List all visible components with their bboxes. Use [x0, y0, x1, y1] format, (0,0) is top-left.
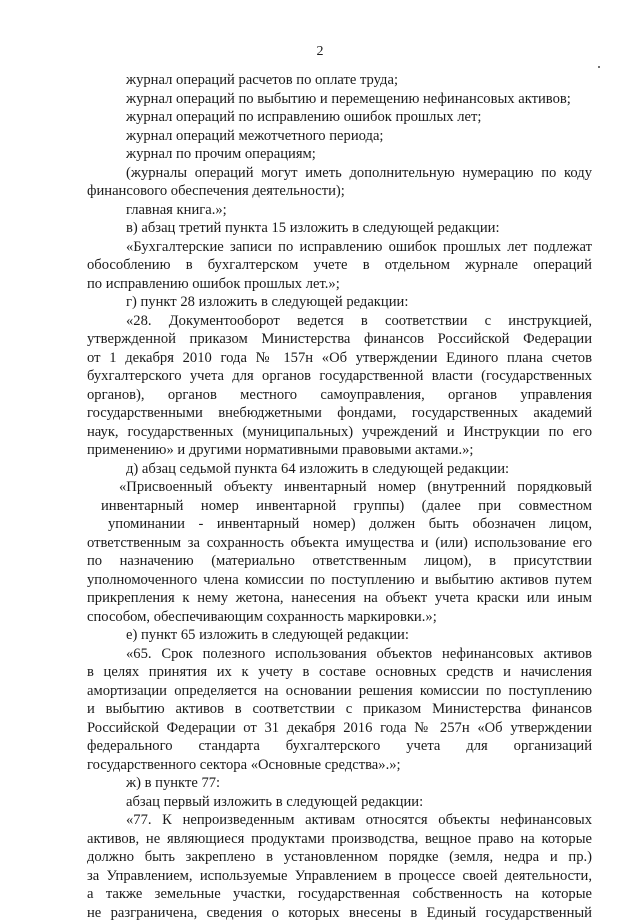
scan-speck [598, 66, 600, 68]
text-line: «77. К непроизведенным активам относятся объекты нефинансовых [87, 811, 592, 830]
document-body [87, 71, 592, 922]
text-line: способом, обеспечивающим сохранность маркировки.»; [87, 608, 592, 627]
text-line: бухгалтерского учета для органов государственной власти (государственных [87, 367, 592, 386]
text-line: и выбытию активов в соответствии с приказом Министерства финансов [87, 700, 592, 719]
text-line: ответственным за сохранность объекта имущества и (или) использование его [87, 534, 592, 553]
text-line: е) пункт 65 изложить в следующей редакции: [87, 626, 592, 645]
text-line: не разграничена, сведения о которых внесены в Единый государственный [87, 904, 592, 922]
text-line: амортизации определяется на основании решения комиссии по поступлению [87, 682, 592, 701]
text-line: «28. Документооборот ведется в соответствии с инструкцией, [87, 312, 592, 331]
text-line: наук, государственных (муниципальных) учреждений и Инструкции по его [87, 423, 592, 442]
text-line: (журналы операций могут иметь дополнительную нумерацию по коду [87, 164, 592, 183]
text-line: должно быть закреплено в установленном порядке (земля, недра и пр.) [87, 848, 592, 867]
text-line: применению» и другими нормативными правовыми актами.»; [87, 441, 592, 460]
text-line: упоминании - инвентарный номер) должен быть обозначен лицом, [87, 515, 592, 534]
text-line: финансового обеспечения деятельности); [87, 182, 592, 201]
text-line: в) абзац третий пункта 15 изложить в следующей редакции: [87, 219, 592, 238]
text-line: активов, не являющиеся продуктами производства, вещное право на которые [87, 830, 592, 849]
text-line: журнал операций межотчетного периода; [87, 127, 592, 146]
text-line: «Бухгалтерские записи по исправлению ошибок прошлых лет подлежат [87, 238, 592, 257]
text-line: главная книга.»; [87, 201, 592, 220]
text-line: по исправлению ошибок прошлых лет.»; [87, 275, 592, 294]
text-line: федерального стандарта бухгалтерского учета для организаций [87, 737, 592, 756]
text-line: журнал по прочим операциям; [87, 145, 592, 164]
text-line: журнал операций по исправлению ошибок прошлых лет; [87, 108, 592, 127]
text-line: а также земельные участки, государственная собственность на которые [87, 885, 592, 904]
text-line: уполномоченного члена комиссии по поступлению и выбытию активов путем [87, 571, 592, 590]
text-line: журнал операций по выбытию и перемещению нефинансовых активов; [87, 90, 592, 109]
text-line: органов), органов местного самоуправления, органов управления [87, 386, 592, 405]
text-line: г) пункт 28 изложить в следующей редакции: [87, 293, 592, 312]
text-line: государственными внебюджетными фондами, государственных академий [87, 404, 592, 423]
text-line: абзац первый изложить в следующей редакции: [87, 793, 592, 812]
text-line: в целях принятия их к учету в составе основных средств и начисления [87, 663, 592, 682]
text-line: Российской Федерации от 31 декабря 2016 года № 257н «Об утверждении [87, 719, 592, 738]
text-line: «Присвоенный объекту инвентарный номер (внутренний порядковый [87, 478, 592, 497]
text-line: обособлению в бухгалтерском учете в отдельном журнале операций [87, 256, 592, 275]
text-line: государственного сектора «Основные средства».»; [87, 756, 592, 775]
text-line: журнал операций расчетов по оплате труда; [87, 71, 592, 90]
page-number: 2 [0, 44, 640, 60]
text-line: д) абзац седьмой пункта 64 изложить в следующей редакции: [87, 460, 592, 479]
text-line: «65. Срок полезного использования объектов нефинансовых активов [87, 645, 592, 664]
text-line: за Управлением, используемые Управлением в процессе своей деятельности, [87, 867, 592, 886]
text-line: утвержденной приказом Министерства финансов Российской Федерации [87, 330, 592, 349]
text-line: прикрепления к нему жетона, нанесения на объект учета краски или иным [87, 589, 592, 608]
text-line: ж) в пункте 77: [87, 774, 592, 793]
text-line: от 1 декабря 2010 года № 157н «Об утверждении Единого плана счетов [87, 349, 592, 368]
text-line: инвентарный номер инвентарной группы) (далее при совместном [87, 497, 592, 516]
text-line: по назначению (материально ответственным лицом), в присутствии [87, 552, 592, 571]
